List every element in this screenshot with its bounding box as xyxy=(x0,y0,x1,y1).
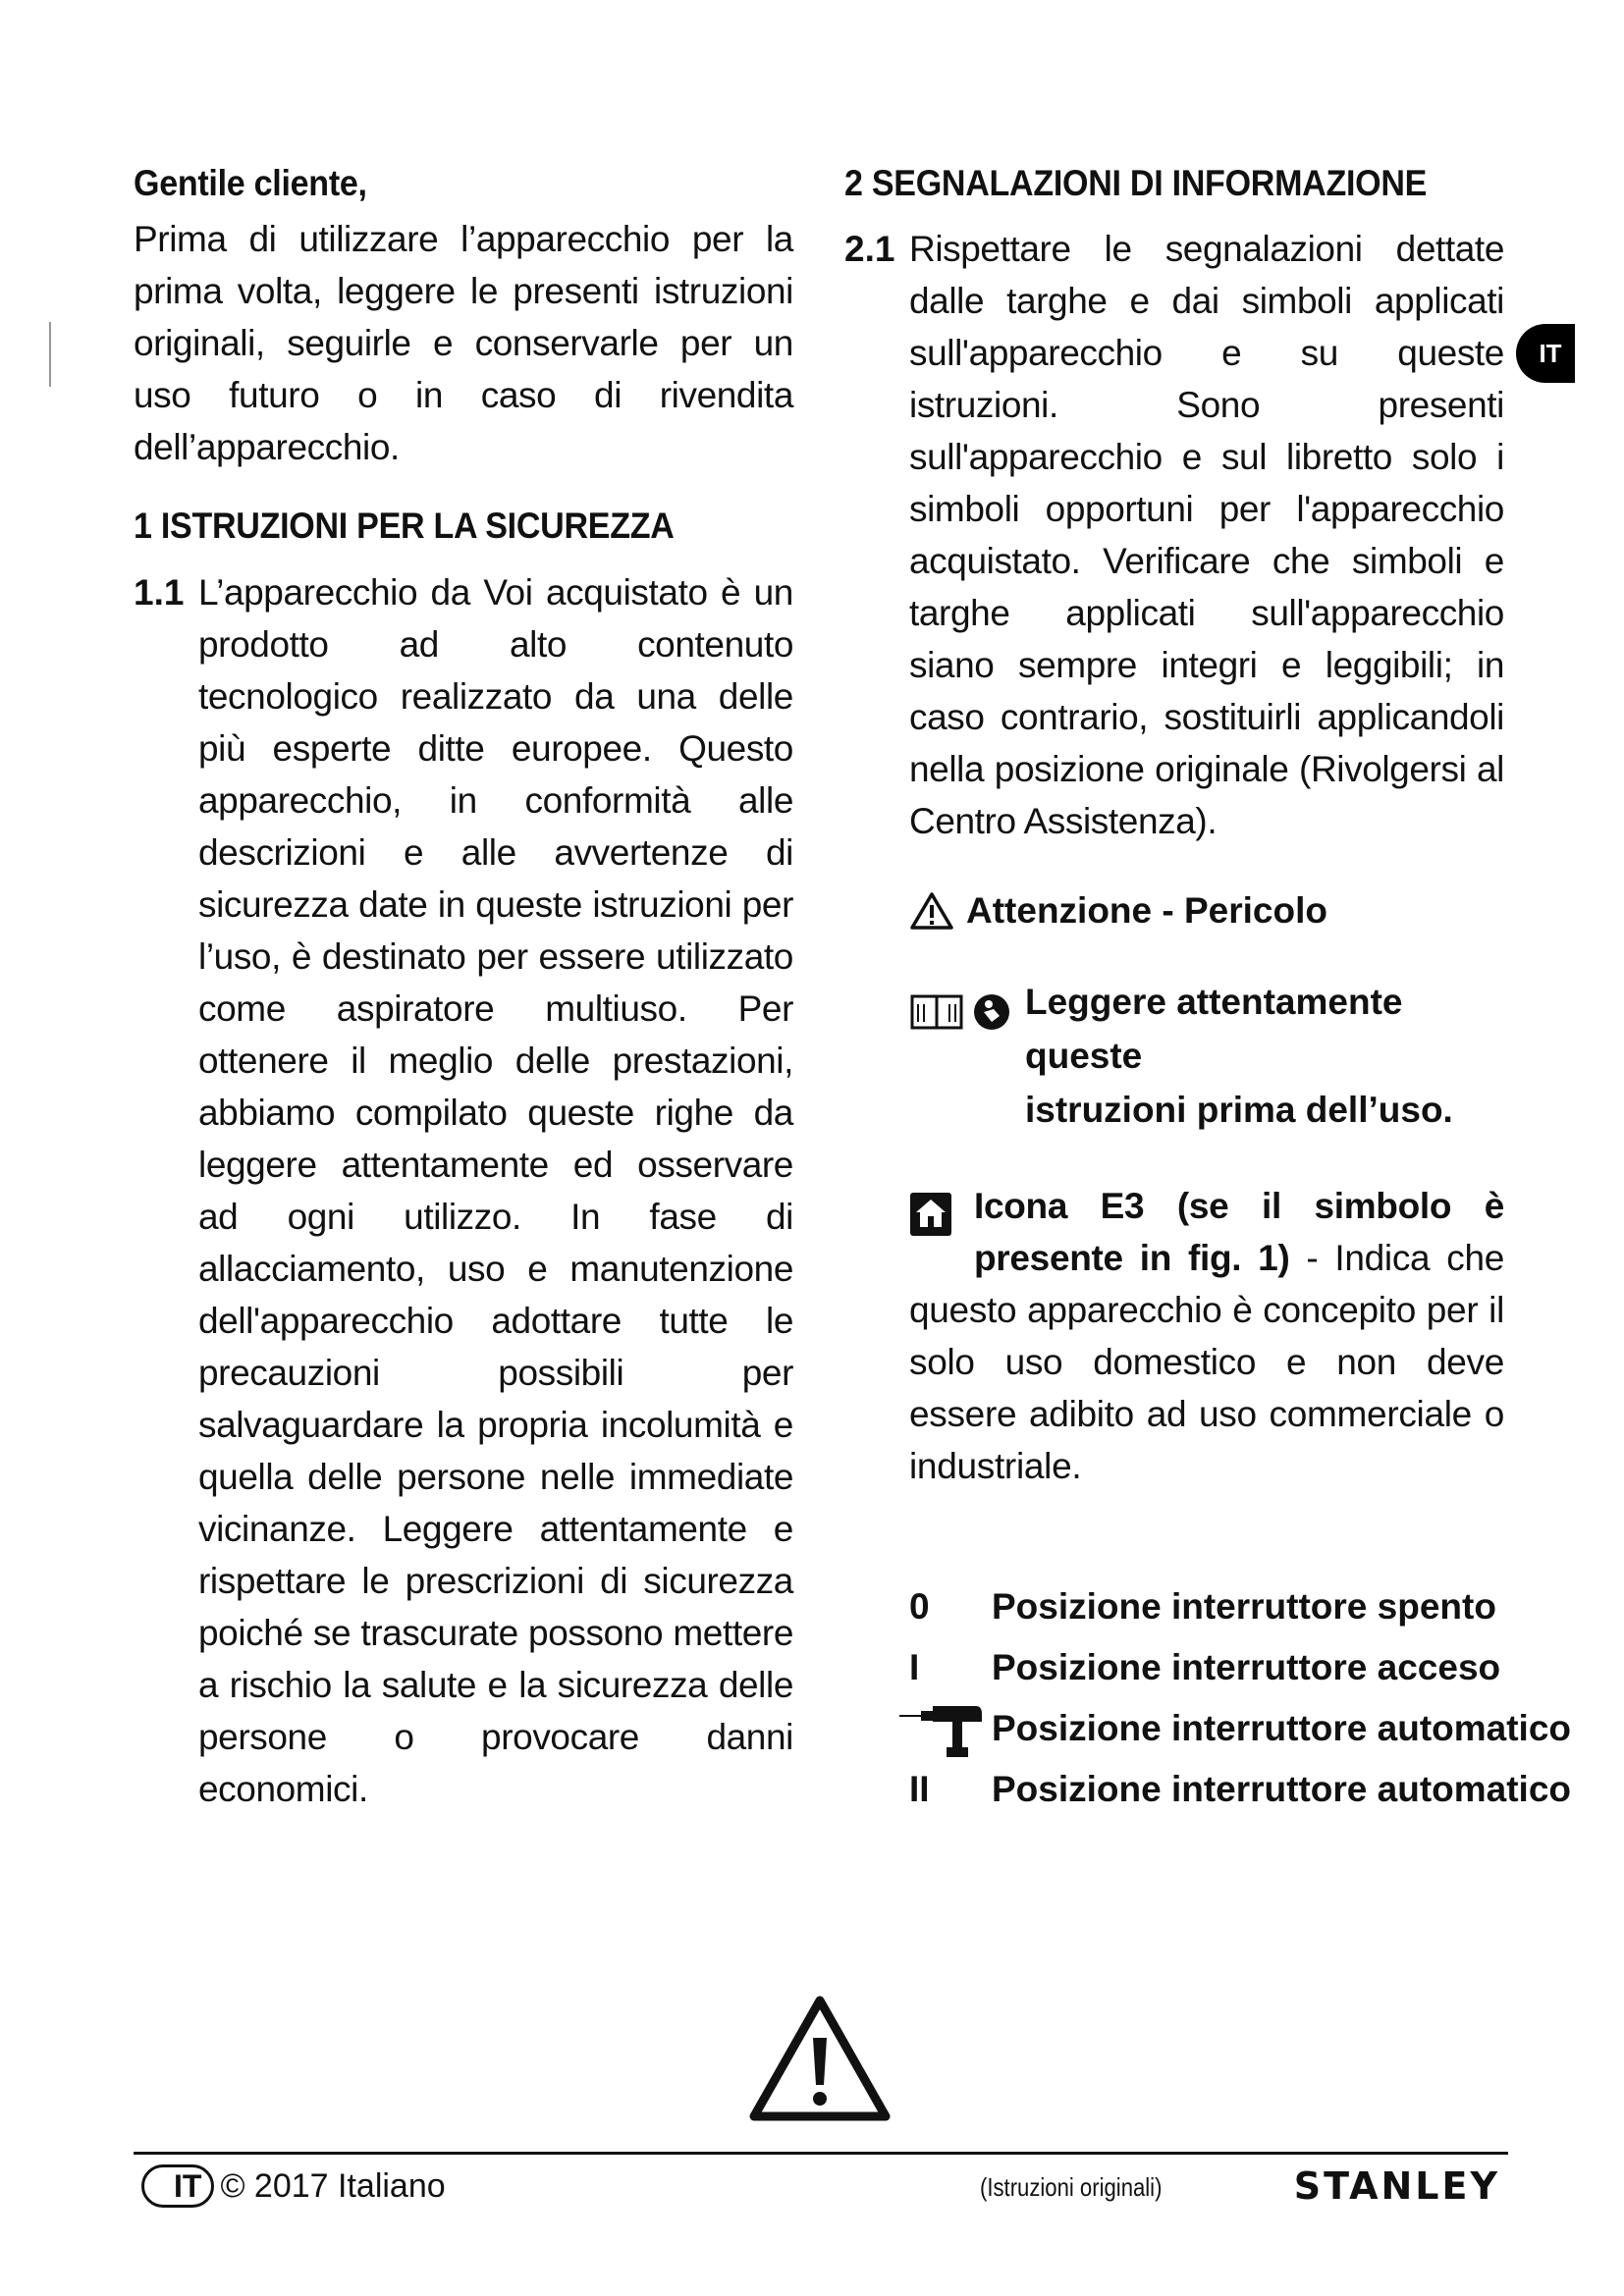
power-tool-icon xyxy=(897,1702,984,1759)
footer-note: (Istruzioni originali) xyxy=(980,2172,1163,2202)
manual-book-icon xyxy=(909,992,964,1032)
switch-label: Posizione interruttore automatico xyxy=(992,1769,1572,1810)
switch-row xyxy=(909,1698,1572,1759)
e3-text: - Indica che questo apparecchio è concepito per il solo uso domestico e non deve essere adibito ad uso commerciale o industriale. xyxy=(909,1238,1505,1487)
section-2-1-text: Rispettare le segnalazioni dettate dalle targhe e dai simboli applicati sull'apparecchio e su queste istruzioni. Sono presenti sull'apparecchio e sul libretto solo i simboli opportuni per l'apparecchio acquistato. Verificare che simboli e targhe applicati sull'apparecchio siano sempre integri e leggibili; in caso contrario, sostituirli applicandoli nella posizione originale (Rivolgersi al Centro Assistenza). xyxy=(909,229,1504,842)
switch-symbol: II xyxy=(909,1769,930,1810)
switch-symbol: 0 xyxy=(909,1586,930,1628)
section-2-title: 2 SEGNALAZIONI DI INFORMAZIONE xyxy=(844,163,1428,203)
item-number: 1.1 xyxy=(134,571,185,613)
language-tab-label: IT xyxy=(1539,338,1562,368)
read-instructions-notice xyxy=(909,975,1504,1137)
switch-label: Posizione interruttore automatico xyxy=(992,1708,1572,1749)
footer-language xyxy=(141,2164,446,2208)
margin-mark xyxy=(49,322,51,387)
copyright-text: © 2017 Italiano xyxy=(220,2166,446,2205)
e3-label: Icona E3 (se il simbolo è presente in fig. 1) xyxy=(974,1186,1504,1279)
read-line-1: Leggere attentamente queste xyxy=(1025,982,1403,1077)
attention-label: Attenzione - Pericolo xyxy=(966,890,1327,932)
switch-label: Posizione interruttore spento xyxy=(992,1586,1496,1628)
house-icon xyxy=(909,1192,952,1237)
switch-symbol: I xyxy=(909,1647,920,1688)
switch-label: Posizione interruttore acceso xyxy=(992,1647,1501,1688)
section-1-1-text: L’apparecchio da Voi acquistato è un prodotto ad alto contenuto tecnologico realizzato da una delle più esperte ditte europee. Questo apparecchio, in conformità alle descrizioni e alle avvertenze di sicurezza date in queste istruzioni per l’uso, è destinato per essere utilizzato come aspiratore multiuso. Per ottenere il meglio delle prestazioni, abbiamo compilato queste righe da leggere attentamente ed osservare ad ogni utilizzo. In fase di allacciamento, uso e manutenzione dell'apparecchio adottare tutte le precauzioni possibili per salvaguardare la propria incolumità e quella delle persone nelle immediate vicinanze. Leggere attentamente e rispettare le prescrizioni di sicurezza poiché se trascurate possono mettere a rischio la salute e la sicurezza delle persone o provocare danni economici. xyxy=(198,571,793,1809)
warning-triangle-icon xyxy=(909,891,954,931)
switch-row xyxy=(909,1637,1504,1698)
section-1-1 xyxy=(134,566,793,1815)
left-column xyxy=(134,162,793,1815)
language-tab xyxy=(1516,324,1575,383)
warning-triangle-icon xyxy=(748,1995,892,2122)
brand-logo: STANLEY xyxy=(1293,2164,1500,2208)
section-1-title: 1 ISTRUZIONI PER LA SICUREZZA xyxy=(134,506,675,547)
footer-divider xyxy=(134,2152,1508,2155)
attention-danger xyxy=(909,890,1504,932)
read-person-icon xyxy=(972,992,1011,1032)
switch-positions xyxy=(909,1576,1572,1820)
icon-e3-description xyxy=(909,1180,1504,1492)
greeting: Gentile cliente, xyxy=(134,163,367,203)
item-number: 2.1 xyxy=(844,229,895,270)
right-column xyxy=(844,162,1572,1820)
switch-row xyxy=(909,1759,1572,1820)
page-footer xyxy=(134,2164,1508,2214)
read-line-2: istruzioni prima dell’uso. xyxy=(1025,1090,1453,1131)
switch-row xyxy=(909,1576,1504,1637)
intro-paragraph: Prima di utilizzare l’apparecchio per la prima volta, leggere le presenti istruzioni originali, seguirle e conservarle per un uso futuro o in caso di rivendita dell’apparecchio. xyxy=(134,219,793,468)
section-2-1 xyxy=(844,223,1504,847)
language-code-badge: IT xyxy=(141,2164,214,2208)
